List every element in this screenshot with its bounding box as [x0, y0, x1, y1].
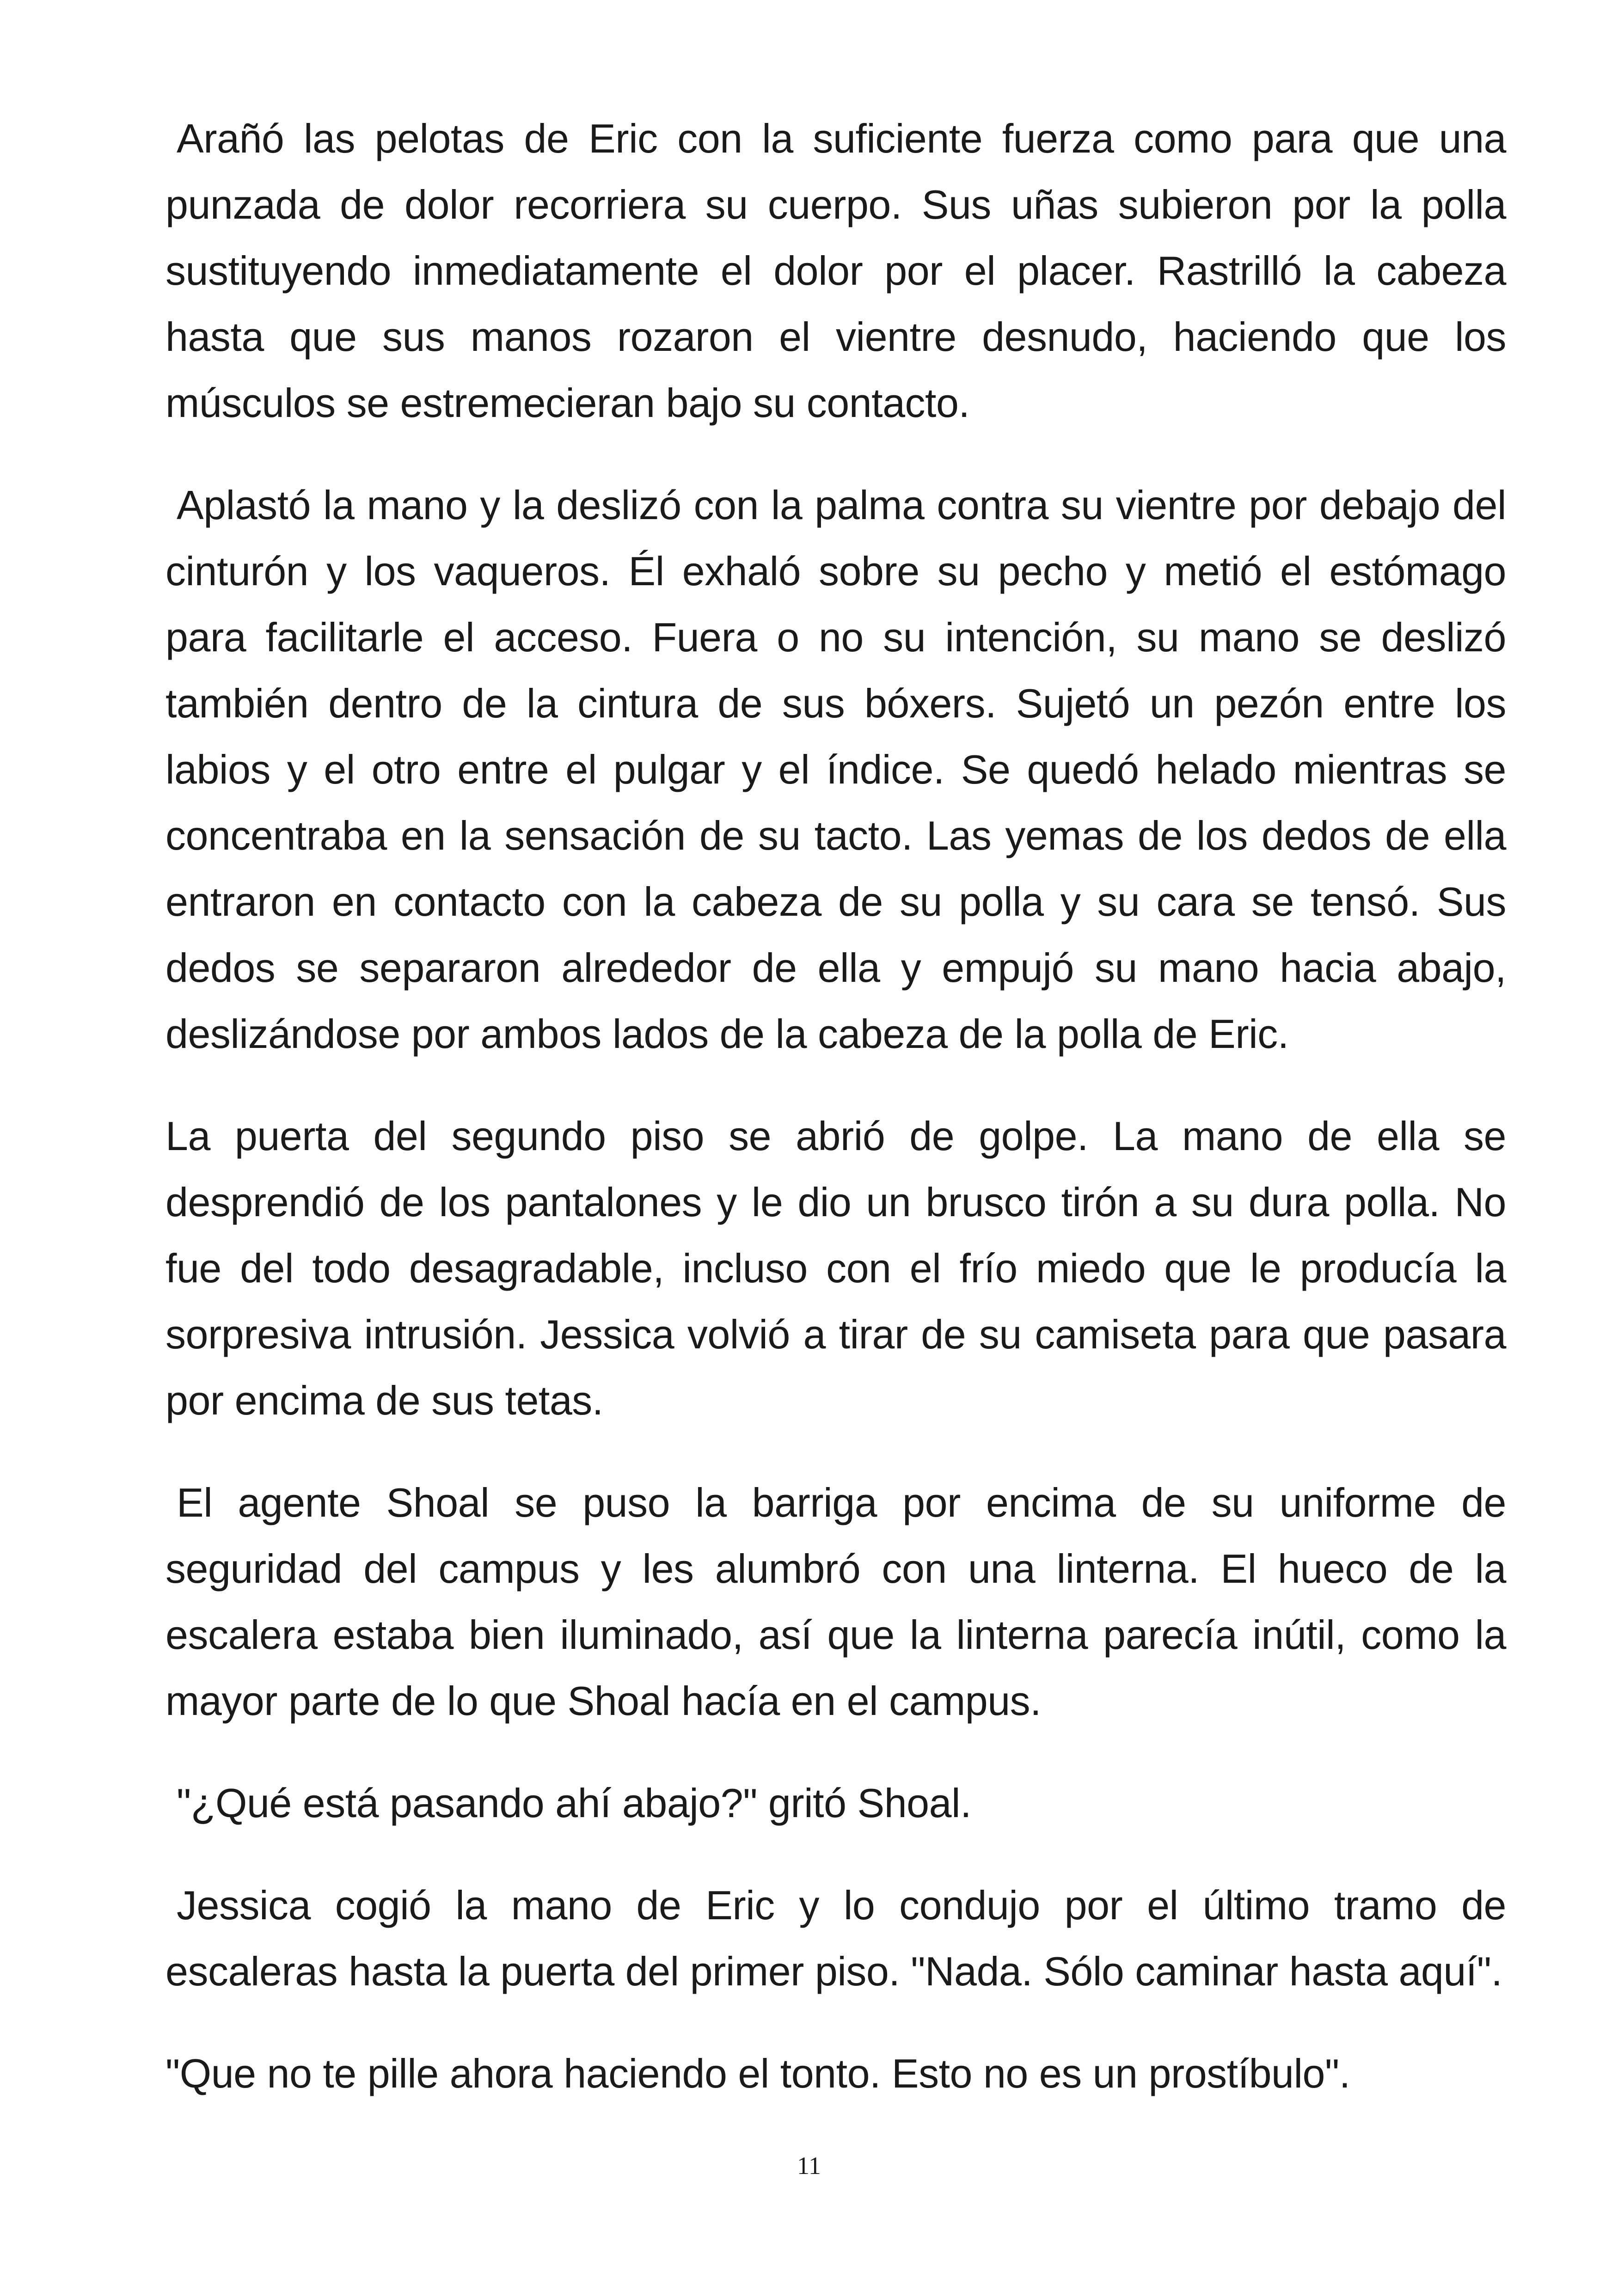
page-number: 11: [797, 2152, 821, 2180]
paragraph-1: Arañó las pelotas de Eric con la suficiente fuerza como para que una punzada de dolor recorriera su cuerpo. Sus uñas subieron por la polla sustituyendo inmediatamente el dolor por el placer. Rastrilló la cabeza hasta que sus manos rozaron el vientre desnudo, haciendo que los músculos se estremecieran bajo su contacto.: [165, 116, 1506, 426]
page-body: [165, 105, 1506, 2143]
paragraph-4: El agente Shoal se puso la barriga por encima de su uniforme de seguridad del campus y les alumbró con una linterna. El hueco de la escalera estaba bien iluminado, así que la linterna parecía inútil, como la mayor parte de lo que Shoal hacía en el campus.: [165, 1480, 1506, 1724]
paragraph-6: Jessica cogió la mano de Eric y lo condujo por el último tramo de escaleras hasta la puerta del primer piso. "Nada. Sólo caminar hasta aquí".: [165, 1882, 1506, 1994]
paragraph-2: Aplastó la mano y la deslizó con la palma contra su vientre por debajo del cinturón y los vaqueros. Él exhaló sobre su pecho y metió el estómago para facilitarle el acceso. Fuera o no su intención, su mano se deslizó también dentro de la cintura de sus bóxers. Sujetó un pezón entre los labios y el otro entre el pulgar y el índice. Se quedó helado mientras se concentraba en la sensación de su tacto. Las yemas de los dedos de ella entraron en contacto con la cabeza de su polla y su cara se tensó. Sus dedos se separaron alrededor de ella y empujó su mano hacia abajo, deslizándose por ambos lados de la cabeza de la polla de Eric.: [165, 482, 1506, 1057]
paragraph-7: "Que no te pille ahora haciendo el tonto. Esto no es un prostíbulo".: [165, 2051, 1350, 2096]
paragraph-5: "¿Qué está pasando ahí abajo?" gritó Shoal.: [177, 1780, 972, 1826]
paragraph-3: La puerta del segundo piso se abrió de golpe. La mano de ella se desprendió de los pantalones y le dio un brusco tirón a su dura polla. No fue del todo desagradable, incluso con el frío miedo que le producía la sorpresiva intrusión. Jessica volvió a tirar de su camiseta para que pasara por encima de sus tetas.: [165, 1113, 1506, 1423]
